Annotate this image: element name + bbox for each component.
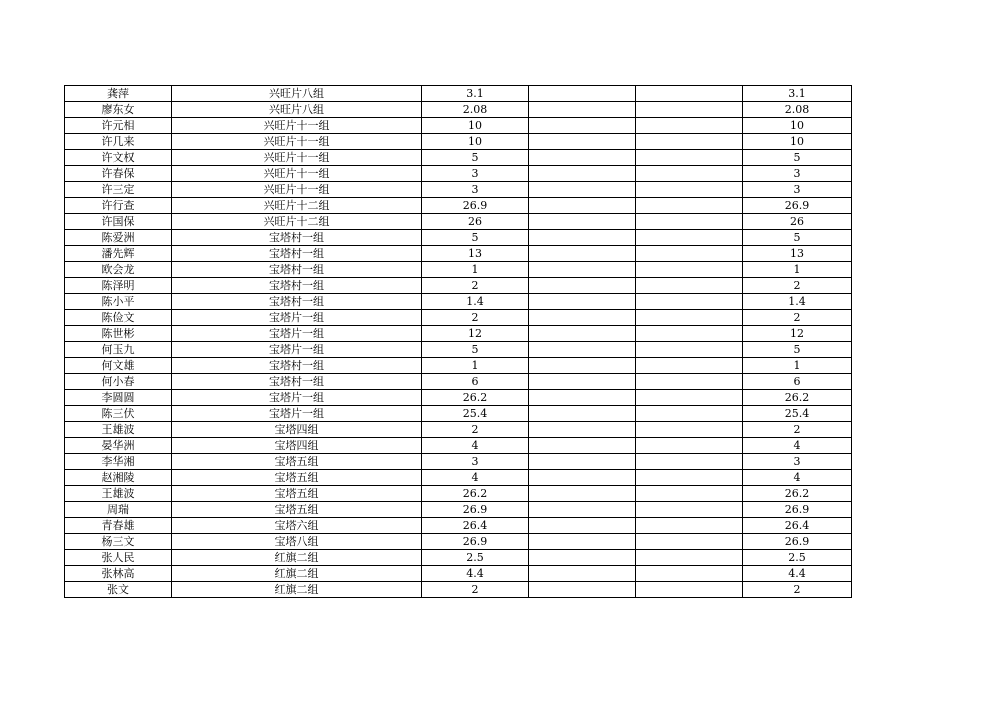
total-cell: 2 [743,310,852,326]
empty-cell [529,182,636,198]
area-cell: 4.4 [422,566,529,582]
name-cell: 陈世彬 [65,326,172,342]
group-cell: 兴旺片十二组 [172,214,422,230]
group-cell: 宝塔五组 [172,502,422,518]
name-cell: 青春雄 [65,518,172,534]
table-row [65,534,852,550]
total-cell: 25.4 [743,406,852,422]
total-cell: 26.9 [743,502,852,518]
table-row [65,102,852,118]
total-cell: 4 [743,438,852,454]
table-row [65,198,852,214]
empty-cell [529,374,636,390]
area-cell: 1 [422,262,529,278]
total-cell: 1 [743,358,852,374]
group-cell: 红旗二组 [172,566,422,582]
name-cell: 赵湘陵 [65,470,172,486]
total-cell: 4.4 [743,566,852,582]
empty-cell [529,86,636,102]
empty-cell [636,438,743,454]
empty-cell [529,438,636,454]
name-cell: 许文权 [65,150,172,166]
group-cell: 红旗二组 [172,550,422,566]
empty-cell [636,294,743,310]
empty-cell [529,246,636,262]
empty-cell [529,518,636,534]
total-cell: 26.9 [743,534,852,550]
empty-cell [636,214,743,230]
name-cell: 许行查 [65,198,172,214]
empty-cell [529,502,636,518]
empty-cell [636,470,743,486]
empty-cell [636,534,743,550]
total-cell: 3 [743,166,852,182]
empty-cell [529,230,636,246]
area-cell: 26.9 [422,534,529,550]
area-cell: 3 [422,182,529,198]
empty-cell [636,182,743,198]
name-cell: 李华湘 [65,454,172,470]
group-cell: 宝塔片一组 [172,342,422,358]
table-row [65,278,852,294]
empty-cell [636,582,743,598]
name-cell: 许三定 [65,182,172,198]
total-cell: 3.1 [743,86,852,102]
empty-cell [636,550,743,566]
empty-cell [529,342,636,358]
table-row [65,342,852,358]
empty-cell [529,310,636,326]
name-cell: 王雄波 [65,422,172,438]
group-cell: 兴旺片十二组 [172,198,422,214]
empty-cell [636,342,743,358]
total-cell: 10 [743,134,852,150]
area-cell: 6 [422,374,529,390]
empty-cell [636,166,743,182]
total-cell: 2 [743,582,852,598]
land-register-table [64,85,852,598]
empty-cell [529,326,636,342]
name-cell: 张林高 [65,566,172,582]
empty-cell [529,486,636,502]
area-cell: 26.2 [422,390,529,406]
total-cell: 13 [743,246,852,262]
empty-cell [636,198,743,214]
name-cell: 欧会龙 [65,262,172,278]
group-cell: 宝塔村一组 [172,374,422,390]
empty-cell [529,470,636,486]
total-cell: 26.4 [743,518,852,534]
total-cell: 2 [743,422,852,438]
table-row [65,262,852,278]
empty-cell [529,102,636,118]
name-cell: 杨三文 [65,534,172,550]
name-cell: 许国保 [65,214,172,230]
name-cell: 张人民 [65,550,172,566]
group-cell: 宝塔片一组 [172,390,422,406]
name-cell: 何玉九 [65,342,172,358]
group-cell: 宝塔六组 [172,518,422,534]
name-cell: 陈小平 [65,294,172,310]
area-cell: 2 [422,422,529,438]
total-cell: 5 [743,230,852,246]
name-cell: 陈三伏 [65,406,172,422]
total-cell: 1.4 [743,294,852,310]
group-cell: 宝塔村一组 [172,278,422,294]
area-cell: 2 [422,582,529,598]
table-row [65,310,852,326]
table-row [65,406,852,422]
area-cell: 26.4 [422,518,529,534]
empty-cell [636,246,743,262]
group-cell: 宝塔四组 [172,422,422,438]
empty-cell [636,566,743,582]
name-cell: 许元相 [65,118,172,134]
name-cell: 许春保 [65,166,172,182]
area-cell: 3 [422,166,529,182]
area-cell: 26.9 [422,198,529,214]
group-cell: 宝塔片一组 [172,326,422,342]
empty-cell [636,454,743,470]
empty-cell [636,262,743,278]
total-cell: 4 [743,470,852,486]
total-cell: 26.2 [743,390,852,406]
name-cell: 何小春 [65,374,172,390]
name-cell: 晏华洲 [65,438,172,454]
empty-cell [636,150,743,166]
table-row [65,502,852,518]
area-cell: 4 [422,470,529,486]
empty-cell [636,102,743,118]
area-cell: 13 [422,246,529,262]
group-cell: 宝塔五组 [172,470,422,486]
empty-cell [529,294,636,310]
empty-cell [529,534,636,550]
empty-cell [636,406,743,422]
total-cell: 26 [743,214,852,230]
total-cell: 6 [743,374,852,390]
name-cell: 王雄波 [65,486,172,502]
area-cell: 2 [422,310,529,326]
empty-cell [529,422,636,438]
empty-cell [636,134,743,150]
name-cell: 廖东女 [65,102,172,118]
group-cell: 宝塔村一组 [172,246,422,262]
table-row [65,230,852,246]
empty-cell [529,278,636,294]
name-cell: 陈泽明 [65,278,172,294]
area-cell: 26.2 [422,486,529,502]
name-cell: 潘先辉 [65,246,172,262]
empty-cell [529,358,636,374]
table-row [65,454,852,470]
empty-cell [636,278,743,294]
area-cell: 5 [422,150,529,166]
table-row [65,582,852,598]
total-cell: 10 [743,118,852,134]
area-cell: 10 [422,118,529,134]
group-cell: 宝塔四组 [172,438,422,454]
empty-cell [529,582,636,598]
table-row [65,166,852,182]
total-cell: 3 [743,182,852,198]
total-cell: 26.2 [743,486,852,502]
empty-cell [529,550,636,566]
empty-cell [529,118,636,134]
area-cell: 26 [422,214,529,230]
group-cell: 兴旺片十一组 [172,134,422,150]
empty-cell [529,166,636,182]
spreadsheet-page [64,85,852,598]
table-row [65,118,852,134]
group-cell: 宝塔片一组 [172,406,422,422]
area-cell: 26.9 [422,502,529,518]
table-row [65,470,852,486]
total-cell: 2.08 [743,102,852,118]
table-row [65,150,852,166]
area-cell: 2.08 [422,102,529,118]
area-cell: 2.5 [422,550,529,566]
area-cell: 1.4 [422,294,529,310]
total-cell: 3 [743,454,852,470]
group-cell: 红旗二组 [172,582,422,598]
empty-cell [636,358,743,374]
empty-cell [636,390,743,406]
empty-cell [529,454,636,470]
group-cell: 宝塔村一组 [172,230,422,246]
area-cell: 12 [422,326,529,342]
group-cell: 宝塔片一组 [172,310,422,326]
total-cell: 5 [743,342,852,358]
area-cell: 5 [422,230,529,246]
empty-cell [529,214,636,230]
empty-cell [529,134,636,150]
empty-cell [529,390,636,406]
area-cell: 5 [422,342,529,358]
empty-cell [636,422,743,438]
empty-cell [636,502,743,518]
name-cell: 周瑞 [65,502,172,518]
group-cell: 兴旺片八组 [172,86,422,102]
table-row [65,86,852,102]
table-body [65,86,852,598]
group-cell: 宝塔八组 [172,534,422,550]
table-row [65,374,852,390]
table-row [65,294,852,310]
empty-cell [529,198,636,214]
empty-cell [636,310,743,326]
area-cell: 25.4 [422,406,529,422]
area-cell: 1 [422,358,529,374]
name-cell: 陈爱洲 [65,230,172,246]
group-cell: 兴旺片十一组 [172,182,422,198]
empty-cell [636,518,743,534]
total-cell: 12 [743,326,852,342]
table-row [65,246,852,262]
name-cell: 李圆圆 [65,390,172,406]
empty-cell [636,326,743,342]
empty-cell [529,566,636,582]
total-cell: 1 [743,262,852,278]
group-cell: 宝塔五组 [172,486,422,502]
empty-cell [529,262,636,278]
empty-cell [529,150,636,166]
group-cell: 宝塔村一组 [172,294,422,310]
table-row [65,134,852,150]
area-cell: 4 [422,438,529,454]
name-cell: 龚萍 [65,86,172,102]
group-cell: 宝塔村一组 [172,262,422,278]
name-cell: 张文 [65,582,172,598]
table-row [65,390,852,406]
area-cell: 10 [422,134,529,150]
table-row [65,438,852,454]
group-cell: 兴旺片十一组 [172,150,422,166]
name-cell: 何文雄 [65,358,172,374]
total-cell: 5 [743,150,852,166]
group-cell: 兴旺片十一组 [172,166,422,182]
total-cell: 2.5 [743,550,852,566]
table-row [65,518,852,534]
total-cell: 2 [743,278,852,294]
table-row [65,422,852,438]
group-cell: 宝塔村一组 [172,358,422,374]
name-cell: 许几来 [65,134,172,150]
table-row [65,326,852,342]
empty-cell [636,486,743,502]
table-row [65,486,852,502]
empty-cell [636,86,743,102]
area-cell: 2 [422,278,529,294]
total-cell: 26.9 [743,198,852,214]
group-cell: 兴旺片十一组 [172,118,422,134]
area-cell: 3 [422,454,529,470]
area-cell: 3.1 [422,86,529,102]
table-row [65,358,852,374]
name-cell: 陈俭文 [65,310,172,326]
empty-cell [636,374,743,390]
table-row [65,550,852,566]
empty-cell [636,230,743,246]
empty-cell [529,406,636,422]
table-row [65,566,852,582]
empty-cell [636,118,743,134]
table-row [65,214,852,230]
group-cell: 兴旺片八组 [172,102,422,118]
table-row [65,182,852,198]
group-cell: 宝塔五组 [172,454,422,470]
